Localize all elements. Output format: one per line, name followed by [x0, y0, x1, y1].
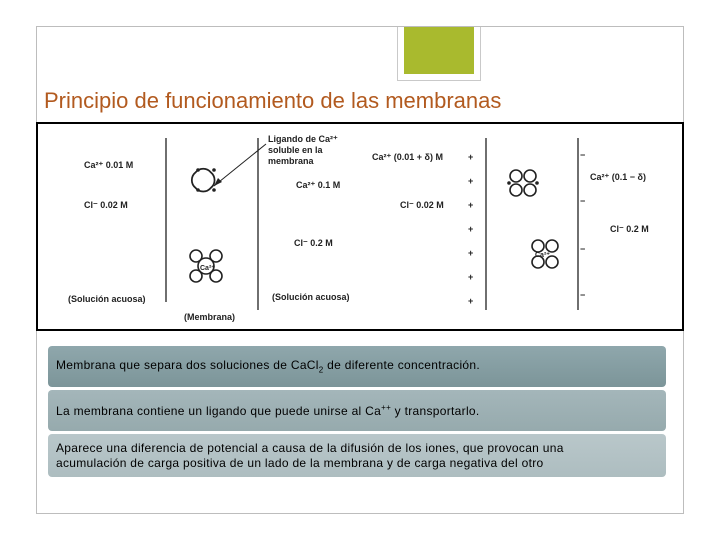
decorative-square-fill — [404, 27, 474, 74]
left-cell-label: (Solución acuosa) — [68, 294, 146, 304]
bullet-1-subscript: 2 — [318, 365, 324, 375]
middle-cell-label: (Solución acuosa) — [272, 292, 350, 302]
right-ca-concentration: Ca²⁺ (0.01 + δ) M — [372, 152, 443, 162]
membrane-diagram — [36, 122, 684, 331]
bullet-3-line-2: acumulación de carga positiva de un lado de la membrana y de carga negativa del otro — [56, 455, 544, 470]
minus-sign-3: − — [580, 244, 586, 254]
minus-sign-4: − — [580, 290, 586, 300]
minus-sign-2: − — [580, 196, 586, 206]
bullet-1-text-a: Membrana que separa dos soluciones de CaCl — [56, 358, 319, 373]
complex-ca-label: Ca²⁺ — [200, 265, 215, 272]
membrane1-ca-concentration: Ca²⁺ 0.1 M — [296, 180, 341, 190]
right-cl-concentration: Cl⁻ 0.02 M — [400, 200, 444, 210]
plus-sign-5: + — [468, 248, 474, 258]
decorative-square — [397, 27, 481, 81]
minus-sign-1: − — [580, 150, 586, 160]
plus-sign-1: + — [468, 152, 474, 162]
left-cl-concentration: Cl⁻ 0.02 M — [84, 200, 128, 210]
bullet-1-text-b: de diferente concentración. — [323, 358, 480, 373]
ligand-empty-icon — [192, 168, 216, 192]
bullet-item-3 — [48, 434, 666, 477]
bullet-item-2 — [48, 390, 666, 431]
ligand-ca-complex-icon — [190, 250, 222, 282]
bullet-2-text-a: La membrana contiene un ligando que puede unirse al Ca — [56, 404, 382, 418]
slide-title: Principio de funcionamiento de las membranas — [44, 88, 502, 113]
plus-sign-7: + — [468, 296, 474, 306]
bullet-3-line-1: Aparece una diferencia de potencial a causa de la difusión de los iones, que provocan una — [56, 440, 564, 455]
bullet-list — [48, 346, 666, 480]
bullet-2-superscript: ++ — [381, 403, 392, 412]
plus-sign-6: + — [468, 272, 474, 282]
bullet-item-1 — [48, 346, 666, 387]
membrane-diagram-svg — [38, 124, 682, 329]
ligand2-empty-icon — [507, 170, 539, 196]
bullet-2-text-b: y transportarlo. — [391, 404, 480, 418]
membrane2-ca-concentration: Ca²⁺ (0.1 − δ) — [590, 172, 646, 182]
bullet-item-2-text — [56, 403, 480, 418]
bullet-item-3-text — [56, 441, 564, 471]
bullet-item-1-text — [56, 358, 480, 374]
ligand-label-line3: membrana — [268, 156, 314, 166]
left-ca-concentration: Ca²⁺ 0.01 M — [84, 160, 134, 170]
plus-sign-3: + — [468, 200, 474, 210]
ligand-label-line1: Ligando de Ca²⁺ — [268, 134, 338, 144]
membrane2-cl-concentration: Cl⁻ 0.2 M — [610, 224, 649, 234]
membrane-label: (Membrana) — [184, 312, 236, 322]
plus-sign-2: + — [468, 176, 474, 186]
plus-sign-4: + — [468, 224, 474, 234]
ligand-label-line2: soluble en la — [268, 145, 323, 155]
membrane1-cl-concentration: Cl⁻ 0.2 M — [294, 238, 333, 248]
complex2-ca-label: Ca²⁺ — [535, 252, 550, 259]
ligand2-ca-complex-icon — [532, 240, 558, 268]
